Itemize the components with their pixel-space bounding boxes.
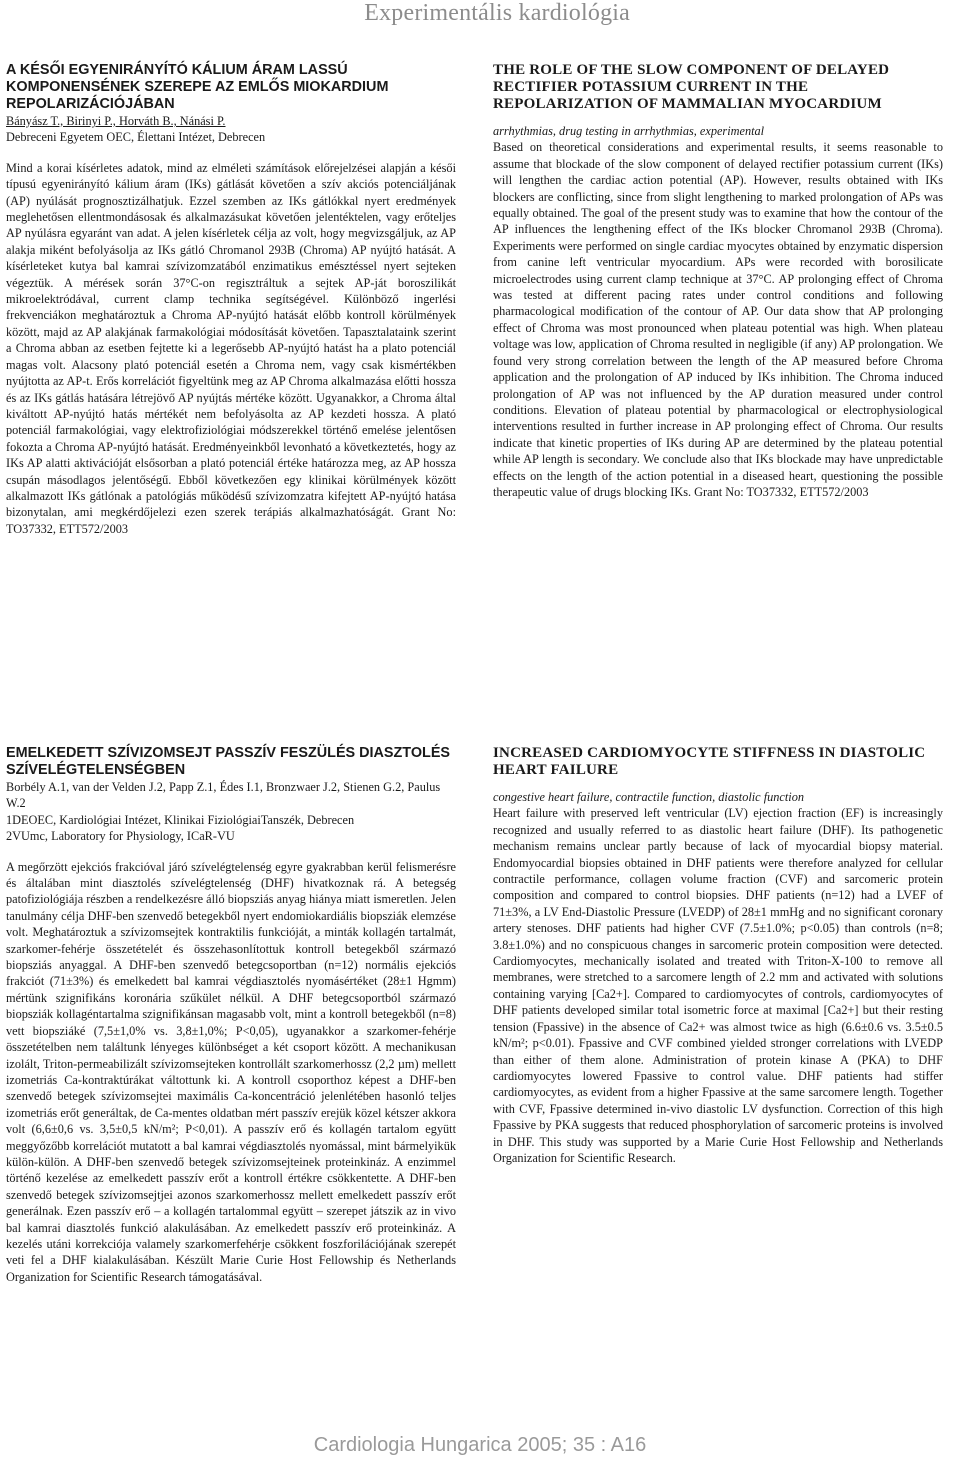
journal-citation: Cardiologia Hungarica 2005; 35 : A16 — [313, 1434, 647, 1456]
abstract-title: EMELKEDETT SZÍVIZOMSEJT PASSZÍV FESZÜLÉS DIASZTOLÉS SZÍVELÉGTELENSÉGBEN — [6, 745, 451, 778]
abstract-hu-potassium — [6, 62, 456, 537]
abstract-body: Based on theoretical considerations and experimental results, it seems reasonable to assume that blockade of the slow component of delayed rectifier potassium current (IKs) will lengthen the cardiac action potential (AP). However, results obtained with IKs blockers are conflicting, since from slight lengthening to marked prolongation of APs was equally obtained. The goal of the present study was to examine that how the contour of the AP influences the lengthening effect of the IKs blocker Chromanol 293B (Chroma). Experiments were performed on single cardiac myocytes obtained by enzymatic dispersion from canine left ventricular myocardium. APs were recorded with borosilicate microelectrodes using current clamp technique at 37°C. AP prolonging effect of Chroma was tested at different pacing rates under control conditions and following pharmacological modification of the contour of AP. Our data show that AP prolonging effect of Chroma was most pronounced when plateau potential was high. When plateau voltage was low, application of Chroma resulted in negligible (if any) AP prolongation. We found very strong correlation between the length of the AP measured before Chroma application and the prolongation of AP induced by IKs inhibition. The Chroma induced prolongation of AP was not influenced by the AP duration measured under control conditions. Elevation of plateau potential by pharmacological or electrophysiological interventions resulted in further increase in AP prolonging effect of Chroma. Our results indicate that kinetic properties of IKs during AP are determined by the plateau potential while AP length is secondary. We conclude also that IKs blockade may have unpredictable effects on the length of the action potential in a diseased heart, questioning the possible therapeutic value of drugs blocking IKs. Grant No: TO37332, ETT572/2003 — [493, 140, 943, 499]
abstract-en-potassium — [493, 62, 943, 500]
abstract-keywords: arrhythmias, drug testing in arrhythmias, experimental — [493, 124, 765, 138]
abstract-title: THE ROLE OF THE SLOW COMPONENT OF DELAYED RECTIFIER POTASSIUM CURRENT IN THE REPOLARIZATION OF MAMMALIAN MYOCARDIUM — [493, 62, 890, 112]
abstract-body: Heart failure with preserved left ventricular (LV) ejection fraction (EF) is increasingly recognized and usually referred to as diastolic heart failure (DHF). Its pathogenetic mechanism remains unclear partly because of lack of myocardial biopsy material. Endomyocardial biopsies obtained in DHF patients were therefore analyzed for cellular contractile performance, collagen volume fraction (CVF) and sarcomeric protein composition and compared to control biopsies. DHF patients (n=12) had a LVEF of 71±3%, a LV End-Diastolic Pressure (LVEDP) of 28±1 mmHg and no significant coronary artery stenoses. DHF patients had higher CVF (7.5±1.0%; p<0.05) than controls (n=8; 3.8±1.0%) and no conspicuous changes in sarcomeric protein composition were detected. Cardiomyocytes, mechanically isolated and treated with Triton-X-100 to remove all membranes, were stretched to a sarcomere length of 2.2 mm and activated with solutions containing varying [Ca2+]. Compared to cardiomyocytes of controls, cardiomyocytes of DHF patients developed similar total isometric force at maximal [Ca2+] but their resting tension (Fpassive) in the absence of Ca2+ was almost twice as high (6.6±0.6 vs. 3.5±0.5 kN/m²; p<0.01). Fpassive and CVF combined yielded stronger correlations with LVEDP than either of them alone. Administration of protein kinase A (PKA) to DHF cardiomyocytes lowered Fpassive to control value. DHF patients had stiffer cardiomyocytes, as evident from a higher Fpassive at the same sarcomere length. Together with CVF, Fpassive determined in-vivo diastolic LV dysfunction. Correction of this high Fpassive by PKA suggests that reduced phosphorylation of sarcomeric proteins is involved in DHF. This study was supported by a Marie Curie Host Fellowship and Netherlands Organization for Scientific Research. — [493, 806, 943, 1165]
abstract-authors: Borbély A.1, van der Velden J.2, Papp Z.1, Édes I.1, Bronzwaer J.2, Stienen G.2, Paulus W.2 — [6, 780, 441, 811]
section-header: Experimentális kardiológia — [364, 0, 630, 26]
abstract-affiliation-2: 2VUmc, Laboratory for Physiology, ICaR-VU — [6, 829, 235, 844]
abstract-body: Mind a korai kísérletes adatok, mind az elméleti számítások előrejelzései alapján a késői típusú egyenirányító kálium áram (IKs) gátlását követően a szív akciós potenciáljának (AP) nyúlását prognosztizálhatjuk. Ezzel szemben az IKs gátlókkal nyert eredmények meglehetősen ellentmondásosak és alkalmazásukat követően jelentéktelen, vagy erőteljes AP nyúlásra egyaránt van adat. A jelen kísérletek célja az volt, hogy megvizsgáljuk, az AP alakja miként befolyásolja az IKs gátló Chromanol 293B (Chroma) AP nyújtó hatását. A kísérleteket kutya bal kamrai szívizomzatából enzimatikus emésztéssel nyert sejteken végeztük. A mérések során 37°C-on regisztráltuk a sejtek AP-ját boroszilikát mikroelektródával, current clamp technika segítségével. Különböző ingerlési frekvenciákon meghatároztuk a Chroma AP-nyújtó hatását előbb kontroll körülmények között, majd az AP alakjának farmakológiai módosítását követően. Tapasztalataink szerint a Chroma abban az esetben fejtette ki a legerősebb AP-nyújtó hatást ha a plato potenciál magas volt. Alacsony plató potenciál esetén a Chroma nem, vagy csak kismértékben nyújtotta az AP-t. Erős korrelációt figyeltünk meg az AP Chroma alkalmazása előtti hossza és az IKs gátlás hatására létrejövő AP nyújtás mértéke között. Ugyanakkor, a Chroma által kiváltott AP-nyújtó hatás mértékét nem befolyásolta az AP kezdeti hossza. A plató potenciál farmakológiai, vagy elektrofiziológiai módszerekkel történő emelése jelentősen fokozta a Chroma AP-nyújtó hatását. Eredményeinkből levonható a következtetés, hogy az IKs AP alatti aktivációját elsősorban a plató potenciál értéke határozza meg, az AP hossza csupán másodlagos jelentőségű. Ebből következően egy klinikai körülmények között alkalmazott IKs gátlónak a patológiás működésű szívizomzatra kifejtett AP-nyújtó hatása bizonytalan, ami megkérdőjelezi ezen szerek terápiás alkalmazhatóságát. Grant No: TO37332, ETT572/2003 — [6, 160, 456, 536]
abstract-title: INCREASED CARDIOMYOCYTE STIFFNESS IN DIASTOLIC HEART FAILURE — [493, 745, 926, 778]
abstract-affiliation-1: 1DEOEC, Kardiológiai Intézet, Klinikai FiziológiaiTanszék, Debrecen — [6, 812, 355, 827]
abstract-affiliation: Debreceni Egyetem OEC, Élettani Intézet, Debrecen — [6, 130, 266, 145]
abstract-en-stiffness — [493, 745, 943, 1166]
abstract-body: A megőrzött ejekciós frakcióval járó szívelégtelenség egyre gyakrabban kerül felismerésre és általában mint diasztolés szívelégtelenség (DHF) hivatkoznak rá. A betegség patofiziológiája részben a rendelkezésre álló biopsziás anyag hiánya miatt ismeretlen. Jelen tanulmány célja DHF-ben szenvedő betegekből nyert endomiokardiális biopsziák elemzése volt. Meghatároztuk a szívizomsejtek kontraktilis funkcióját, a minták kollagén tartalmát, szarkomer-fehérje összetételét és összehasonlítottuk kontroll betegekből származó biopsziás anyaggal. A DHF-ben szenvedő betegcsoportban (n=12) normális ejekciós frakciót (71±3%) és emelkedett bal kamrai végdiasztolés nyomásértéket (28±1 Hgmm) mértünk szignifikáns koronária szűkület nélkül. A DHF betegcsoportból származó biopsziák kollagéntartalma szignifikánsan magasabb volt, mint a kontroll betegekből (n=8) vett biopsziáké (7,5±1,0% vs. 3,8±1,0%; P<0,05), ugyanakkor a szarkomer-fehérje összetételben nem találtunk lényeges különbséget a két csoport között. A mechanikusan izolált, Triton-permeabilizált szívizomsejteken kontrollált szarkomerhossz (2,2 µm) mellett izometriás Ca-kontraktúrákat váltottunk ki. A kontroll csoporthoz képest a DHF-ben szenvedő betegek szívizomsejtei maximális Ca-koncentráció jelenlétében hasonló teljes izometriás erőt generáltak, de Ca-mentes oldatban mért passzív erejük közel kétszer akkora volt (6,6±0,6 vs. 3,5±0,5 kN/m²; P<0,01). A passzív erő és kollagén tartalom együtt meggyőzőbb korrelációt mutatott a bal kamrai végdiasztolés nyomással, mint bármelyikük külön-külön. A DHF-ben szenvedő betegek szívizomsejteinek proteinkináz. A enzimmel történő kezelése az emelkedett passzív erőt a kontroll értékre csökkentette. A DHF-ben szenvedő betegek szívizomsejtjei azonos szarkomerhossz mellett emelkedett passzív erőt generálnak. Ezen passzív erő – a kollagén tartalommal együtt – szerepet játszik az in vivo bal kamrai diasztolés funkció alakulásában. Az emelkedett passzív erő proteinkináz. A kezelés utáni korrekciója valamely szarkomerfehérje csökkent foszforilációjának szerepét veti fel a DHF kialakulásában. Készült Marie Curie Host Fellowship és Netherlands Organization for Scientific Research támogatásával. — [6, 859, 456, 1284]
abstract-hu-stiffness — [6, 745, 456, 1285]
abstract-keywords: congestive heart failure, contractile function, diastolic function — [493, 790, 805, 804]
abstract-title: A KÉSŐI EGYENIRÁNYÍTÓ KÁLIUM ÁRAM LASSÚ KOMPONENSÉNEK SZEREPE AZ EMLŐS MIOKARDIUM REPOLARIZÁCIÓJÁBAN — [6, 62, 389, 112]
abstract-authors: Bányász T., Birinyi P., Horváth B., Nánási P. — [6, 114, 226, 128]
